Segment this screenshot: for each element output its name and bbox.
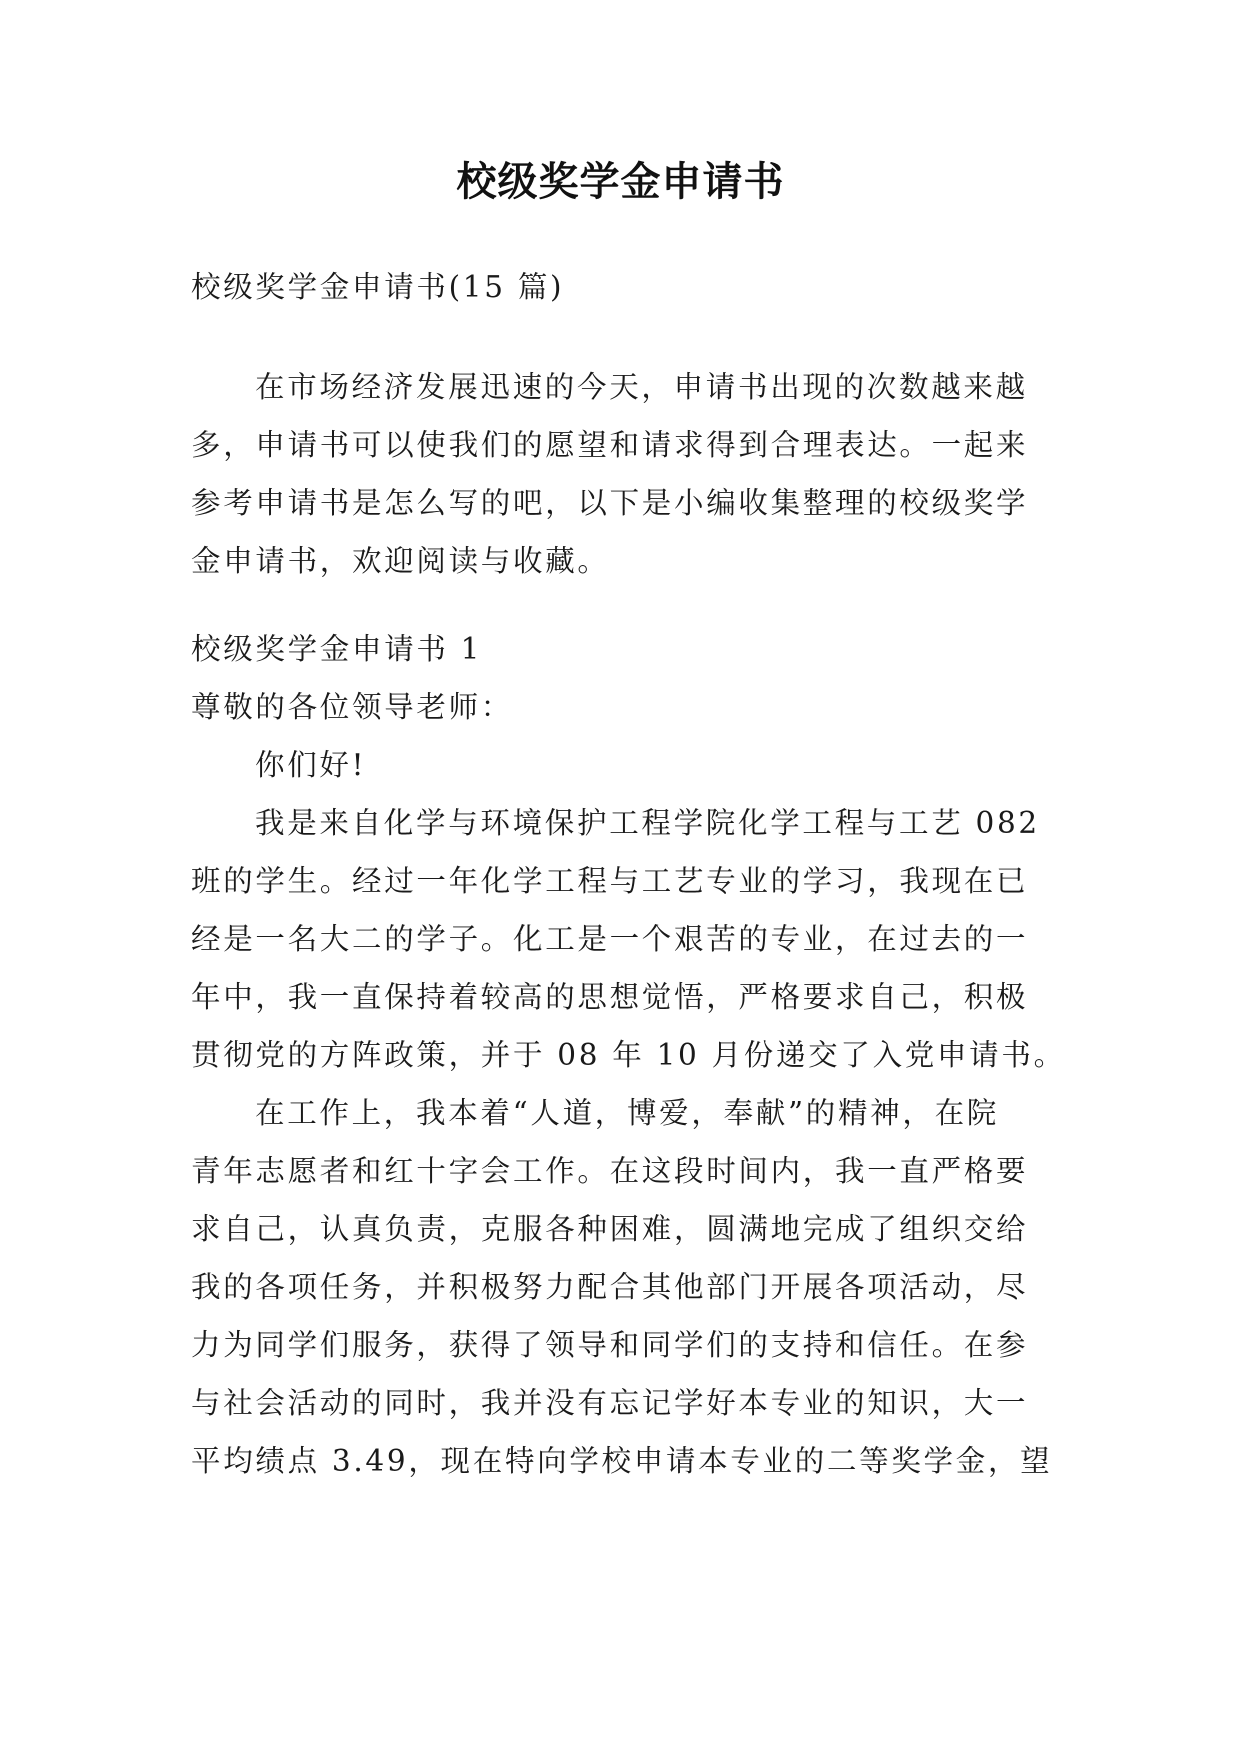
document-subtitle-block xyxy=(191,258,1061,316)
intro-line: 多，申请书可以使我们的愿望和请求得到合理表达。一起来 xyxy=(191,428,1029,462)
paragraph-line: 与社会活动的同时，我并没有忘记学好本专业的知识，大一 xyxy=(191,1386,1029,1420)
paragraph-line: 贯彻党的方阵政策，并于 08 年 10 月份递交了入党申请书。 xyxy=(191,1038,1066,1072)
paragraph-line: 经是一名大二的学子。化工是一个艰苦的专业，在过去的一 xyxy=(191,922,1029,956)
paragraph-line: 平均绩点 3.49，现在特向学校申请本专业的二等奖学金，望 xyxy=(191,1444,1053,1478)
paragraph-line: 班的学生。经过一年化学工程与工艺专业的学习，我现在已 xyxy=(191,864,1029,898)
document-title: 校级奖学金申请书 xyxy=(456,158,785,205)
paragraph-line: 我是来自化学与环境保护工程学院化学工程与工艺 082 xyxy=(255,806,1040,840)
intro-line: 金申请书，欢迎阅读与收藏。 xyxy=(191,544,610,578)
paragraph-line: 我的各项任务，并积极努力配合其他部门开展各项活动，尽 xyxy=(191,1270,1029,1304)
intro-line: 在市场经济发展迅速的今天，申请书出现的次数越来越 xyxy=(255,370,1028,404)
paragraph-line: 年中，我一直保持着较高的思想觉悟，严格要求自己，积极 xyxy=(191,980,1029,1014)
intro-line: 参考申请书是怎么写的吧，以下是小编收集整理的校级奖学 xyxy=(191,486,1029,520)
paragraph-line: 在工作上，我本着“人道，博爱，奉献”的精神，在院 xyxy=(255,1096,999,1130)
document-subtitle: 校级奖学金申请书(15 篇) xyxy=(191,270,565,304)
section-heading: 校级奖学金申请书 1 xyxy=(191,632,483,666)
letter-body xyxy=(191,620,1066,1490)
intro-paragraph xyxy=(191,358,1061,590)
paragraph-line: 求自己，认真负责，克服各种困难，圆满地完成了组织交给 xyxy=(191,1212,1029,1246)
paragraph-line: 力为同学们服务，获得了领导和同学们的支持和信任。在参 xyxy=(191,1328,1029,1362)
paragraph-line: 青年志愿者和红十字会工作。在这段时间内，我一直严格要 xyxy=(191,1154,1029,1188)
salutation: 尊敬的各位领导老师： xyxy=(191,690,514,724)
greeting: 你们好! xyxy=(255,748,367,782)
